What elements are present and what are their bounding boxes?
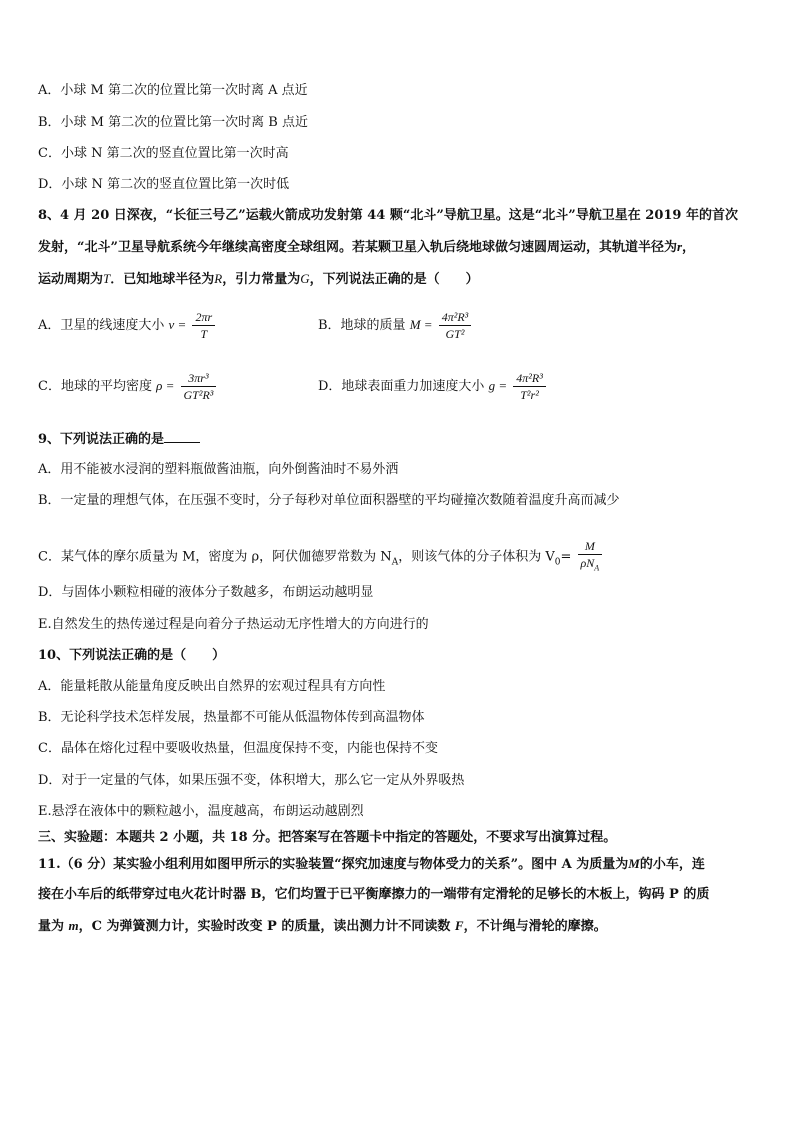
q7-option-c: C．小球 N 第二次的竖直位置比第一次时高	[38, 146, 289, 161]
q8-stem-line3-d: ，下列说法正确的是（ ）	[309, 272, 479, 287]
q7-option-b: B．小球 M 第二次的位置比第一次时离 B 点近	[38, 115, 308, 130]
q8-option-c	[38, 370, 218, 403]
q8-option-d	[318, 370, 548, 403]
q11-line2: 接在小车后的纸带穿过电火花计时器 B，它们均置于已平衡摩擦力的一端带有定滑轮的足够长的木板上，钩码 P 的质	[38, 887, 710, 902]
q10-option-c: C．晶体在熔化过程中要吸收热量，但温度保持不变，内能也保持不变	[38, 741, 438, 756]
q11-line3-c: ，不计绳与滑轮的摩擦。	[463, 919, 607, 934]
q8-option-d-numerator: 4π²R³	[513, 370, 546, 387]
q9-option-c-fraction	[578, 538, 603, 576]
q11-line1-b: 的小车，连	[639, 857, 705, 872]
q9-stem-text: 9、下列说法正确的是	[38, 432, 165, 447]
q11-symbol-m: m	[68, 918, 79, 933]
q8-option-b	[318, 309, 473, 342]
q9-option-c-sub-0: 0	[554, 557, 561, 568]
q8-option-b-label: B．地球的质量	[318, 318, 406, 333]
q8-stem-line3	[38, 270, 479, 289]
q8-option-c-label: C．地球的平均密度	[38, 379, 152, 394]
q8-option-a-lhs: v =	[168, 317, 187, 332]
q8-symbol-G: G	[300, 271, 310, 286]
q11-line1	[38, 855, 705, 874]
q9-option-c-den-text: ρN	[580, 556, 595, 570]
q10-option-a: A．能量耗散从能量角度反映出自然界的宏观过程具有方向性	[38, 679, 386, 694]
q8-symbol-R: R	[214, 271, 223, 286]
q8-symbol-T: T	[103, 271, 111, 286]
q8-option-c-fraction	[181, 370, 217, 403]
q9-option-c-sub-a: A	[391, 557, 399, 568]
q11-line3	[38, 917, 607, 936]
q10-option-d: D．对于一定量的气体，如果压强不变，体积增大，那么它一定从外界吸热	[38, 773, 465, 788]
q9-option-e: E.自然发生的热传递过程是向着分子热运动无序性增大的方向进行的	[38, 617, 429, 632]
q8-option-d-denominator: T²r²	[520, 388, 539, 402]
q9-option-c-denominator	[578, 555, 603, 576]
q8-option-c-denominator: GT²R³	[183, 388, 214, 402]
q8-option-b-fraction	[439, 309, 472, 342]
q9-option-b: B．一定量的理想气体，在压强不变时，分子每秒对单位面积器壁的平均碰撞次数随着温度升高而减少	[38, 493, 620, 508]
q9-option-c-equals: =	[560, 549, 572, 565]
q8-option-d-lhs: g =	[488, 378, 508, 393]
q8-option-a	[38, 309, 217, 342]
q9-option-c-den-sub: A	[594, 563, 600, 573]
q9-option-c	[38, 538, 604, 576]
q8-stem-line3-c: ，引力常量为	[222, 272, 301, 287]
q7-option-d: D．小球 N 第二次的竖直位置比第一次时低	[38, 177, 290, 192]
q8-option-b-lhs: M =	[409, 317, 433, 332]
q10-option-b: B．无论科学技术怎样发展，热量都不可能从低温物体传到高温物体	[38, 710, 425, 725]
q9-option-c-text-a: C．某气体的摩尔质量为 M，密度为 ρ，阿伏伽德罗常数为 N	[38, 549, 392, 565]
section3-title: 三、实验题：本题共 2 小题，共 18 分。把答案写在答题卡中指定的答题处，不要求写出演算过程。	[38, 830, 617, 845]
q10-option-e: E.悬浮在液体中的颗粒越小，温度越高，布朗运动越剧烈	[38, 804, 364, 819]
q8-option-c-lhs: ρ =	[156, 378, 175, 393]
q9-option-a: A．用不能被水浸润的塑料瓶做酱油瓶，向外倒酱油时不易外洒	[38, 462, 399, 477]
q11-line3-a: 量为	[38, 919, 69, 934]
q9-option-c-text-b: ，则该气体的分子体积为 V	[398, 549, 555, 565]
q8-option-b-numerator: 4π²R³	[439, 309, 472, 326]
q9-option-d: D．与固体小颗粒相碰的液体分子数越多，布朗运动越明显	[38, 585, 374, 600]
q7-option-a: A．小球 M 第二次的位置比第一次时离 A 点近	[38, 83, 308, 98]
q8-stem-line2-end: ，	[682, 240, 696, 255]
q8-option-d-label: D．地球表面重力加速度大小	[318, 379, 485, 394]
q8-symbol-r: r	[676, 239, 683, 254]
q9-answer-blank	[164, 430, 200, 443]
q8-option-d-fraction	[513, 370, 546, 403]
q8-option-b-denominator: GT²	[445, 327, 465, 341]
q8-option-a-label: A．卫星的线速度大小	[38, 318, 165, 333]
q11-line3-b: ，C 为弹簧测力计，实验时改变 P 的质量，读出测力计不同读数	[78, 919, 455, 934]
q8-option-a-fraction	[192, 309, 215, 342]
q8-option-c-numerator: 3πr³	[181, 370, 217, 387]
q11-symbol-F: F	[454, 918, 464, 933]
q9-stem	[38, 430, 200, 449]
q10-stem: 10、下列说法正确的是（ ）	[38, 648, 226, 663]
q8-stem-line2-text: 发射，“北斗”卫星导航系统今年继续高密度全球组网。若某颗卫星入轨后绕地球做匀速圆周运动，其轨道半径为	[38, 240, 677, 255]
q9-option-c-numerator: M	[578, 538, 603, 555]
q8-stem-line3-a: 运动周期为	[38, 272, 104, 287]
q8-option-a-denominator: T	[200, 327, 208, 341]
q8-option-a-numerator: 2πr	[192, 309, 215, 326]
q11-line1-a: 11.（6 分）某实验小组利用如图甲所示的实验装置“探究加速度与物体受力的关系”。图中 A 为质量为	[38, 857, 629, 872]
q8-stem-line1: 8、4 月 20 日深夜，“长征三号乙”运载火箭成功发射第 44 颗“北斗”导航卫星。这是“北斗”导航卫星在 2019 年的首次	[38, 208, 739, 223]
q8-stem-line2	[38, 238, 695, 257]
q11-symbol-M: M	[628, 856, 640, 871]
q8-stem-line3-b: ．已知地球半径为	[110, 272, 215, 287]
